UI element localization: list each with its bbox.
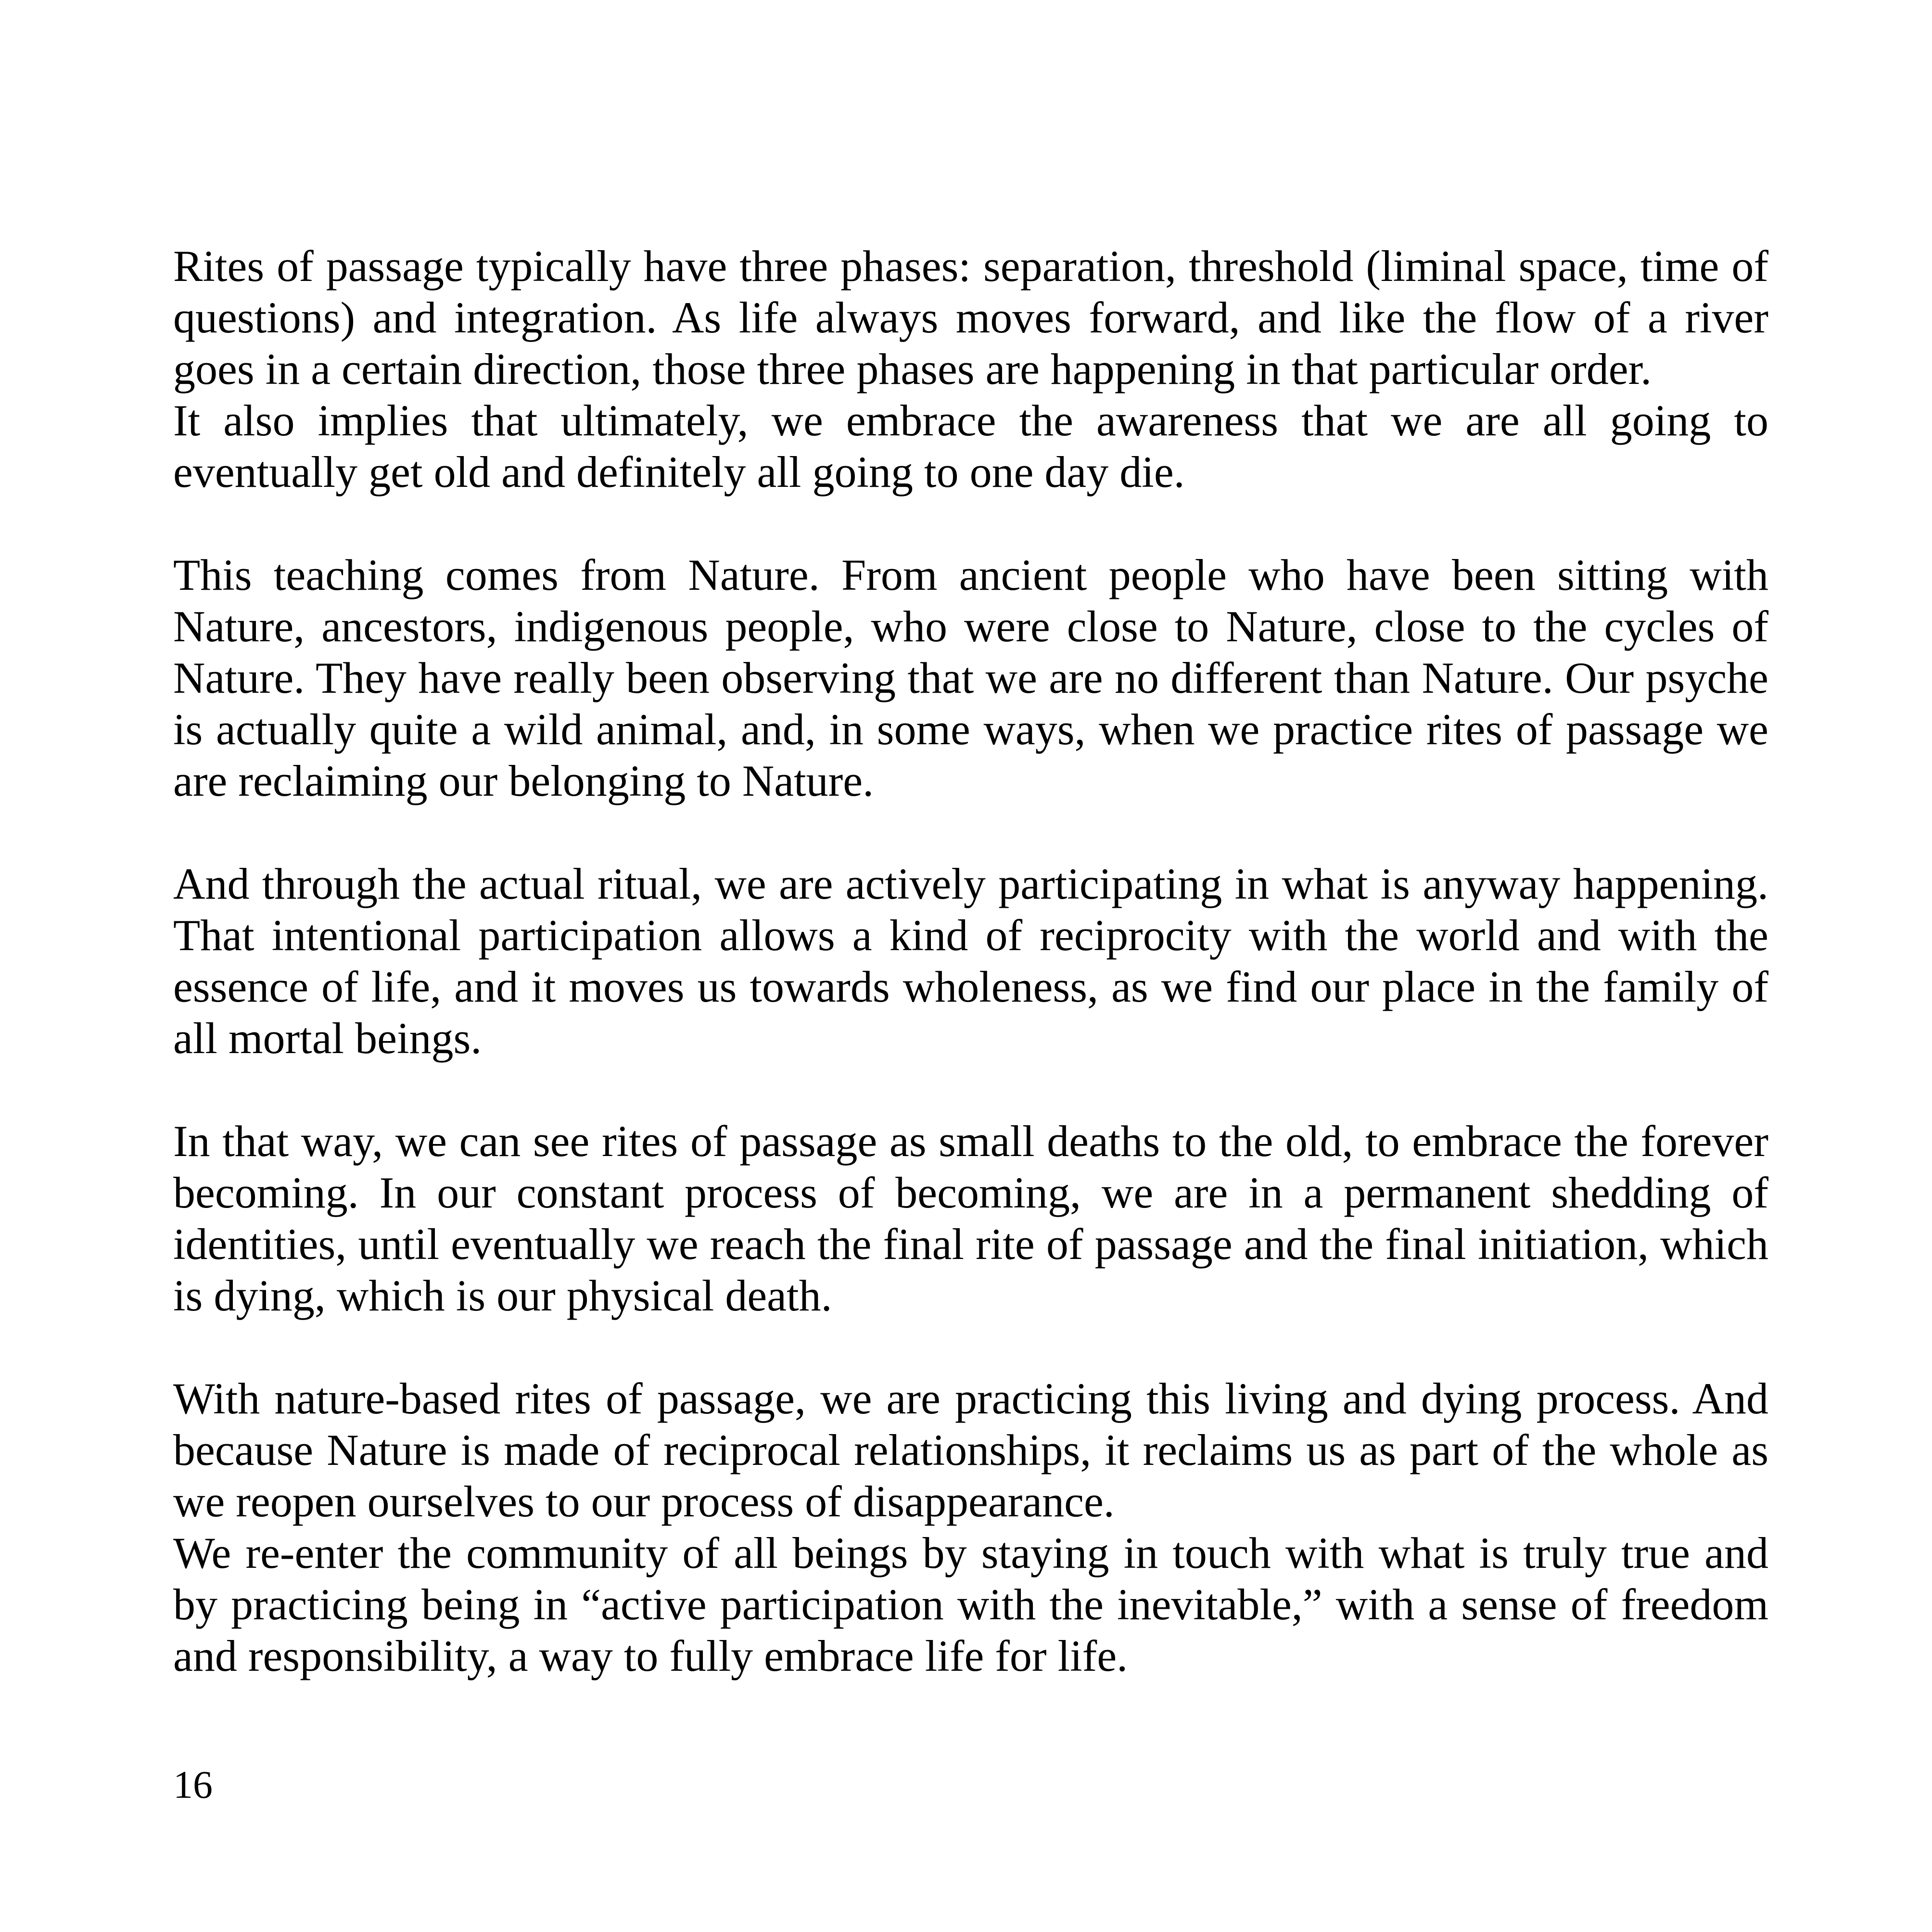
paragraph-nature-based-rites: With nature-based rites of passage, we are practicing this living and dying process. And because Nature is made of reciprocal relationships, it reclaims us as part of the whole as we reopen ourselves to our process of disappearance. We re-enter the community of all beings by staying in touch with what is truly true and by practicing being in “active participation with the inevitable,” with a sense of freedom and responsibility, a way to fully embrace life for life. xyxy=(173,1374,1768,1680)
paragraph-rites-phases: Rites of passage typically have three phases: separation, threshold (liminal space, time of questions) and integration. As life always moves forward, and like the flow of a river goes in a certain direction, those three phases are happening in that particular order. It also implies that ultimately, we embrace the awareness that we are all going to eventually get old and definitely all going to one day die. xyxy=(173,242,1768,496)
body-text xyxy=(173,241,1768,1733)
paragraph-teaching-nature: This teaching comes from Nature. From ancient people who have been sitting with Nature, ancestors, indigenous people, who were close to Nature, close to the cycles of Nature. They have really been observing that we are no different than Nature. Our psyche is actually quite a wild animal, and, in some ways, when we practice rites of passage we are reclaiming our belonging to Nature. xyxy=(173,550,1768,805)
paragraph-small-deaths: In that way, we can see rites of passage as small deaths to the old, to embrace the forever becoming. In our constant process of becoming, we are in a permanent shedding of identities, until eventually we reach the final rite of passage and the final initiation, which is dying, which is our physical death. xyxy=(173,1117,1768,1320)
page-number: 16 xyxy=(173,1763,213,1806)
paragraph-ritual-participation: And through the actual ritual, we are actively participating in what is anyway happening. That intentional participation allows a kind of reciprocity with the world and with the essence of life, and it moves us towards wholeness, as we find our place in the family of all mortal beings. xyxy=(173,859,1768,1063)
